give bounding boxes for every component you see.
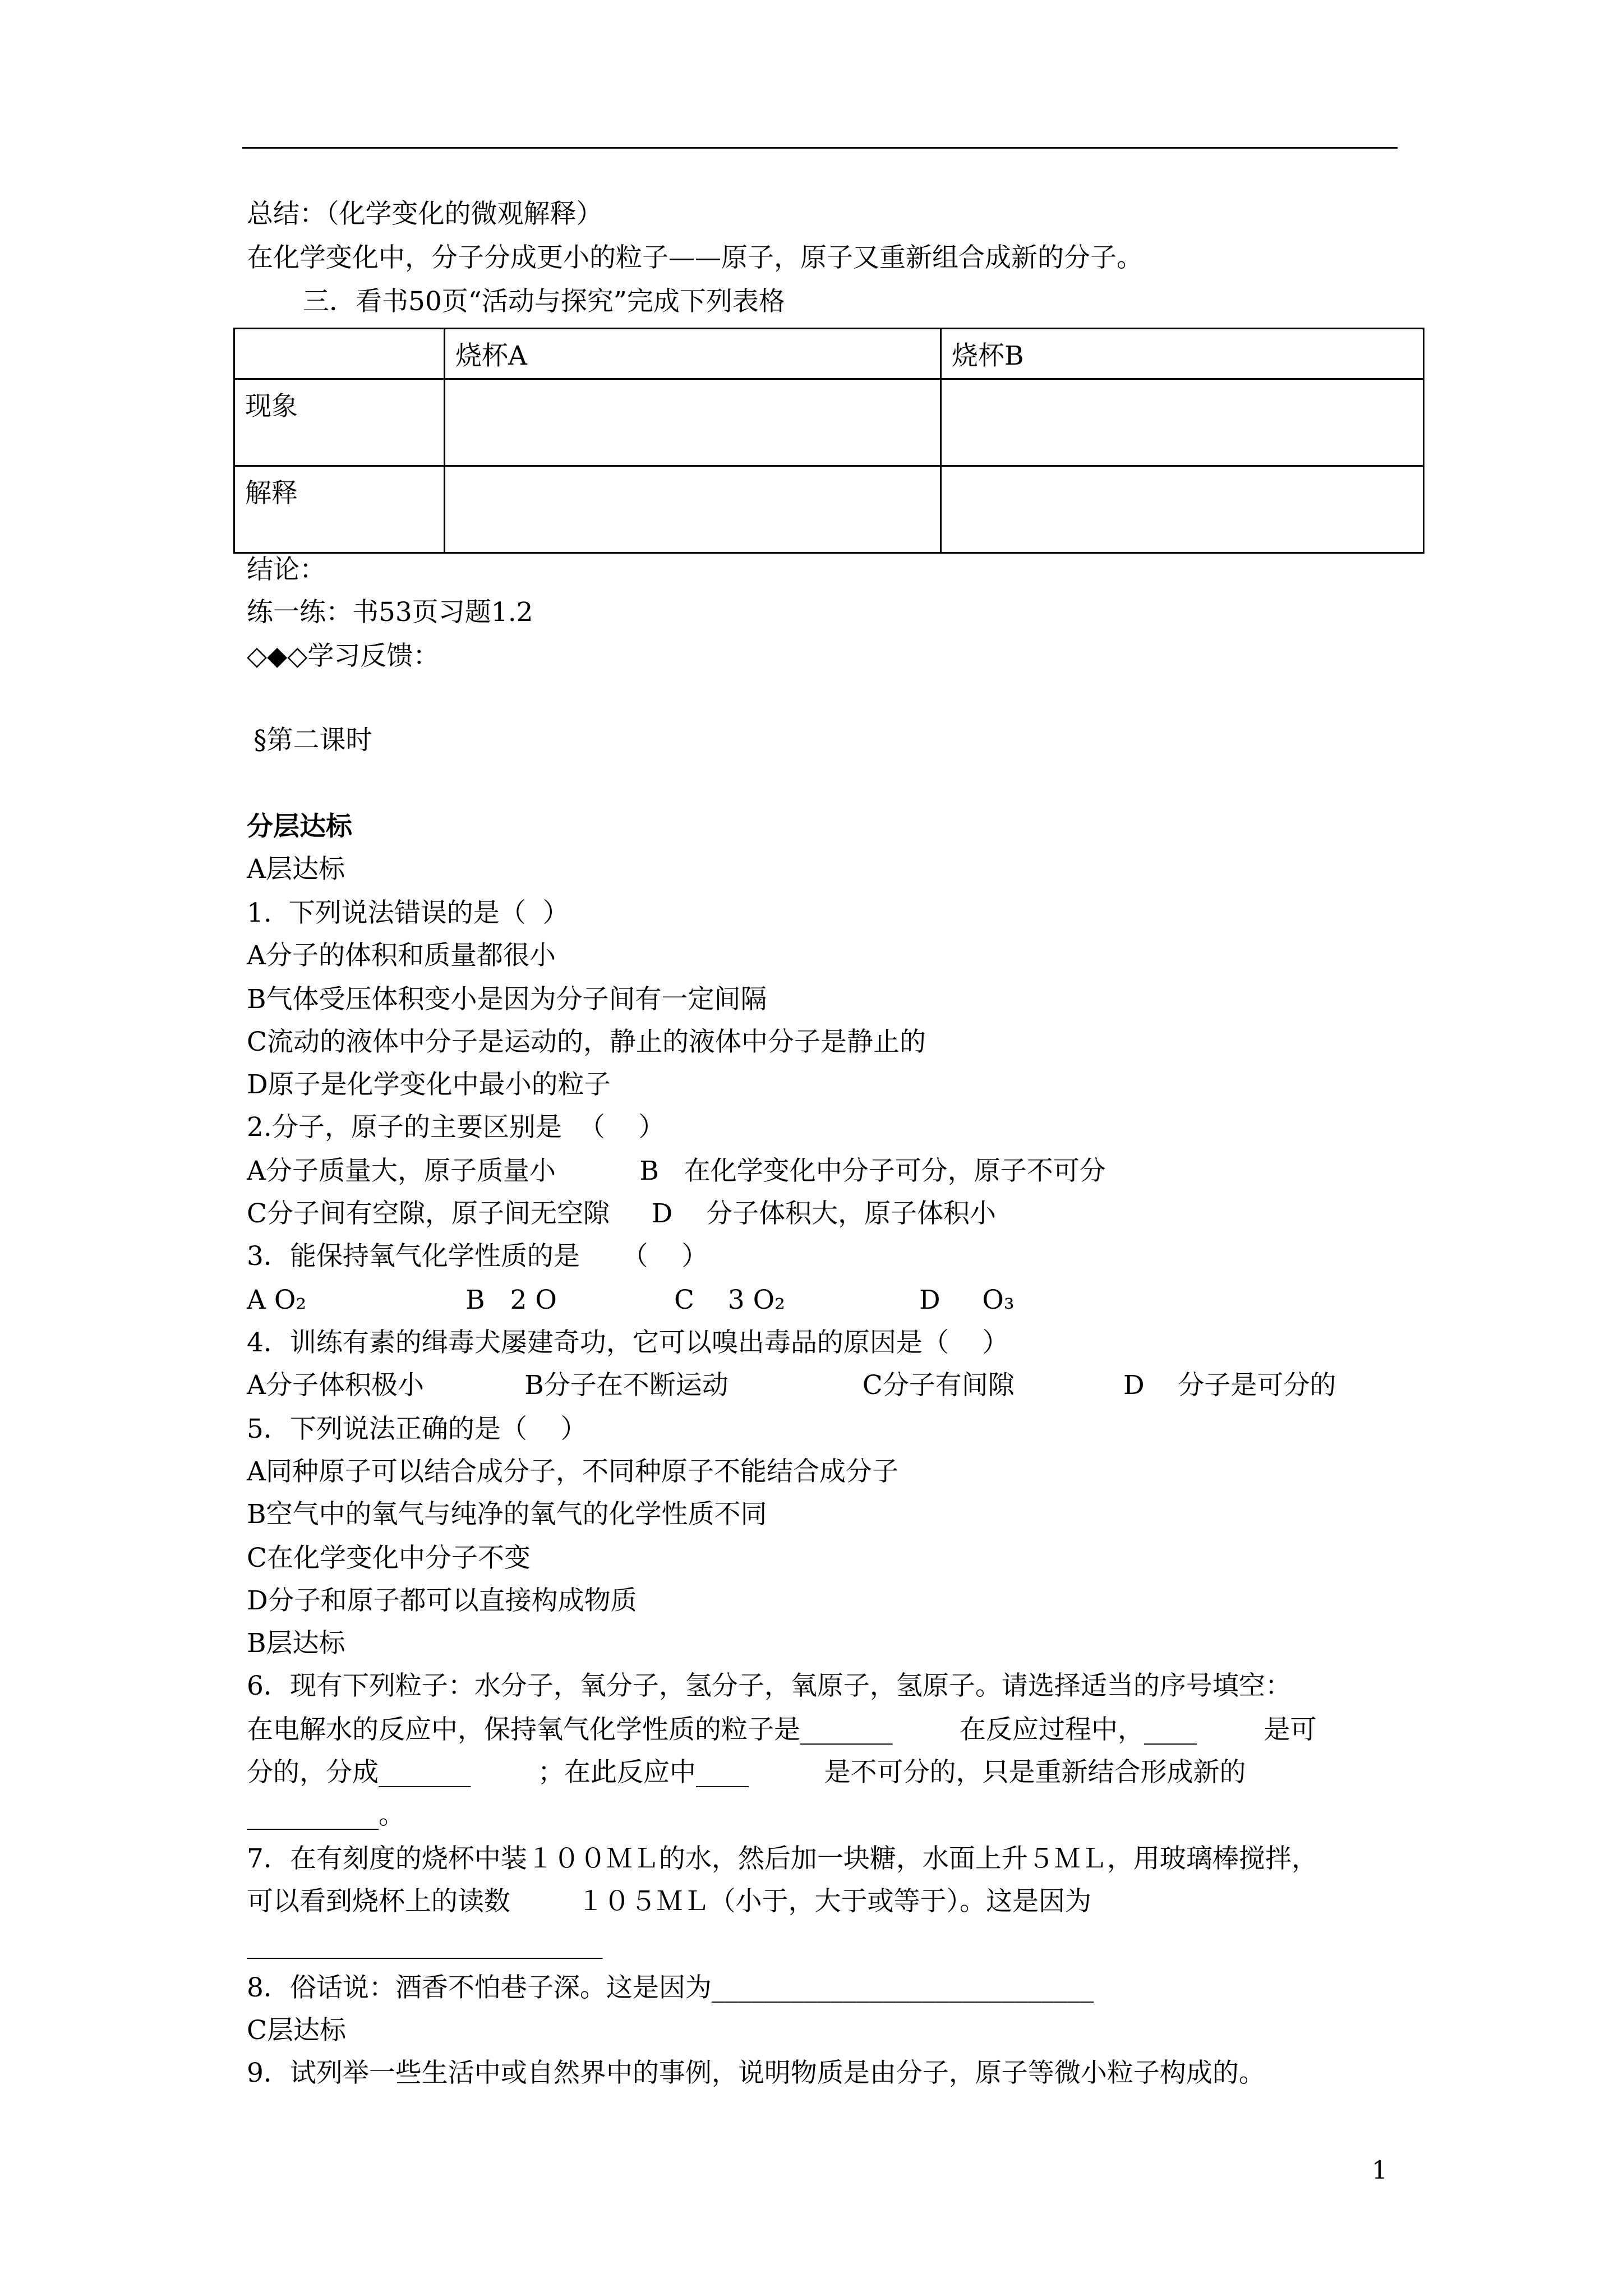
question-2-options-ab: A分子质量大，原子质量小 B 在化学变化中分子可分，原子不可分: [247, 1156, 1106, 1186]
question-1-option-c: C流动的液体中分子是运动的，静止的液体中分子是静止的: [247, 1027, 926, 1057]
row-label-phenomenon: 现象: [234, 379, 445, 466]
table-header-beaker-b: 烧杯B: [941, 329, 1424, 379]
header-rule: [242, 147, 1398, 149]
question-6-line-3: 分的，分成_______ ；在此反应中____ 是不可分的，只是重新结合形成新的: [247, 1757, 1246, 1788]
question-6-line-1: 6．现有下列粒子：水分子，氧分子，氢分子，氧原子，氢原子。请选择适当的序号填空：: [247, 1671, 1292, 1701]
table-cell: [445, 379, 941, 466]
question-7-line-1: 7．在有刻度的烧杯中装１００ＭＬ的水，然后加一块糖，水面上升５ＭＬ，用玻璃棒搅拌，: [247, 1843, 1318, 1874]
question-5-option-d: D分子和原子都可以直接构成物质: [247, 1585, 637, 1616]
question-6-line-2: 在电解水的反应中，保持氧气化学性质的粒子是_______ 在反应过程中，____ 是可: [247, 1714, 1317, 1745]
question-3: 3．能保持氧气化学性质的是 （ ）: [247, 1241, 708, 1272]
row-label-explanation: 解释: [234, 466, 445, 553]
question-1: 1. 下列说法错误的是（ ）: [247, 898, 569, 928]
feedback-heading: ◇◆◇学习反馈：: [247, 641, 440, 671]
table-header-cell: [234, 329, 445, 379]
page-number: 1: [1372, 2156, 1387, 2185]
level-b-heading: B层达标: [247, 1628, 345, 1659]
layered-heading: 分层达标: [247, 811, 352, 842]
level-a-heading: A层达标: [247, 854, 345, 885]
summary-text: 在化学变化中，分子分成更小的粒子——原子，原子又重新组合成新的分子。: [247, 242, 1143, 273]
table-cell: [941, 466, 1424, 553]
section-3-title: 三．看书50页“活动与探究”完成下列表格: [303, 286, 785, 317]
question-3-options: A O₂ B 2 O C 3 O₂ D O₃: [247, 1285, 1015, 1315]
question-5: 5．下列说法正确的是（ ）: [247, 1414, 587, 1444]
question-2: 2.分子，原子的主要区别是 （ ）: [247, 1112, 665, 1143]
question-7-line-3: ___________________________: [247, 1929, 603, 1959]
question-1-option-d: D原子是化学变化中最小的粒子: [247, 1069, 611, 1100]
second-lesson-heading: §第二课时: [253, 725, 372, 756]
table-cell: [445, 466, 941, 553]
table-row: [234, 379, 1424, 466]
question-9: 9．试列举一些生活中或自然界中的事例，说明物质是由分子，原子等微小粒子构成的。: [247, 2058, 1265, 2088]
table-row: [234, 466, 1424, 553]
question-8: 8．俗话说：酒香不怕巷子深。这是因为_____________________________: [247, 1972, 1094, 2003]
level-c-heading: C层达标: [247, 2015, 346, 2046]
summary-title: 总结：（化学变化的微观解释）: [247, 199, 603, 229]
question-1-option-b: B气体受压体积变小是因为分子间有一定间隔: [247, 984, 767, 1015]
question-4-options: A分子体积极小 B分子在不断运动 C分子有间隙 D 分子是可分的: [247, 1370, 1336, 1401]
question-2-options-cd: C分子间有空隙，原子间无空隙 D 分子体积大，原子体积小: [247, 1198, 997, 1229]
table-header-row: [234, 329, 1424, 379]
conclusion-label: 结论：: [247, 554, 326, 585]
table-header-beaker-a: 烧杯A: [445, 329, 941, 379]
table-cell: [941, 379, 1424, 466]
question-5-option-c: C在化学变化中分子不变: [247, 1543, 531, 1573]
question-4: 4．训练有素的缉毒犬屡建奇功，它可以嗅出毒品的原因是（ ）: [247, 1327, 1009, 1358]
question-7-line-2: 可以看到烧杯上的读数 １０５ＭＬ（小于，大于或等于）。这是因为: [247, 1886, 1092, 1917]
practice-text: 练一练：书53页习题1.2: [247, 597, 533, 628]
question-5-option-a: A同种原子可以结合成分子，不同种原子不能结合成分子: [247, 1456, 898, 1487]
question-6-line-4: __________。: [247, 1800, 405, 1830]
observation-table: [233, 328, 1424, 554]
question-1-option-a: A分子的体积和质量都很小: [247, 940, 556, 971]
question-5-option-b: B空气中的氧气与纯净的氧气的化学性质不同: [247, 1499, 767, 1530]
